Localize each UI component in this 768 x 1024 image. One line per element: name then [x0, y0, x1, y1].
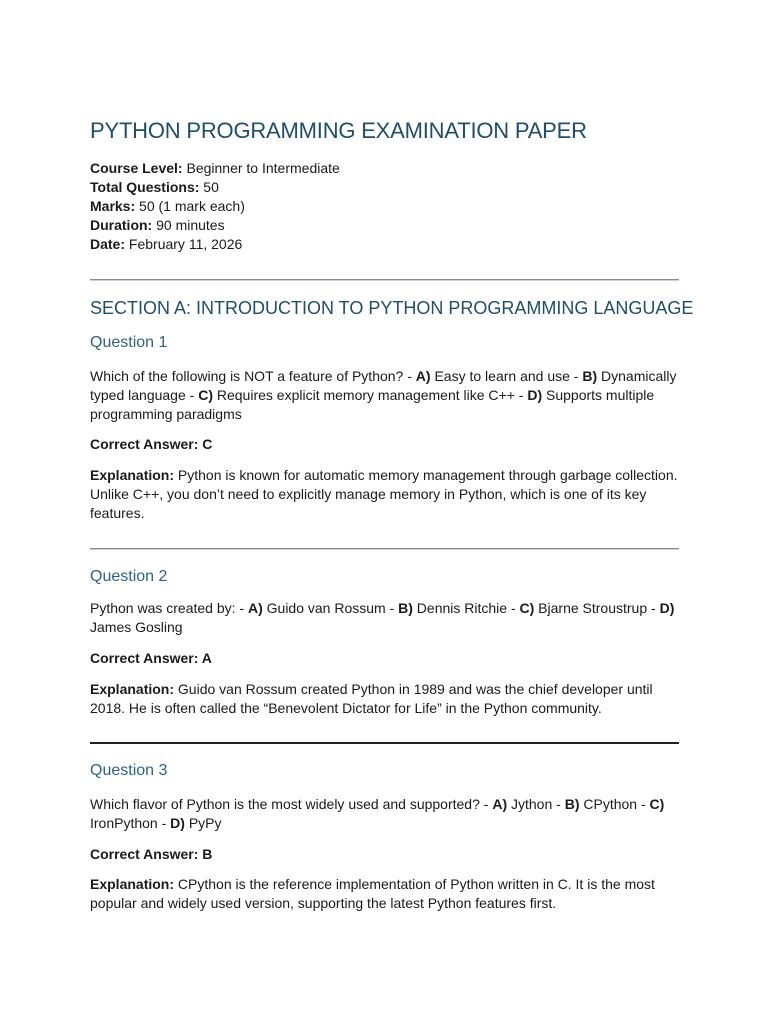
option-letter: D)	[659, 600, 675, 616]
option-text: Guido van Rossum -	[262, 600, 399, 616]
question-2-answer	[90, 649, 679, 668]
question-3-heading: Question 3	[90, 762, 168, 779]
option-text: Bjarne Stroustrup -	[534, 600, 660, 616]
question-2-stem	[90, 599, 679, 637]
question-1-heading: Question 1	[90, 334, 168, 351]
option-text: PyPy	[184, 815, 222, 831]
option-letter: B)	[398, 600, 413, 616]
explanation-label: Explanation:	[90, 467, 175, 483]
option-text: IronPython -	[90, 815, 171, 831]
meta-marks	[90, 197, 340, 216]
option-letter: A)	[247, 600, 263, 616]
meta-total-questions	[90, 178, 340, 197]
exam-meta	[90, 159, 340, 254]
question-3-stem	[90, 795, 679, 833]
option-letter: D)	[170, 815, 185, 831]
meta-value: February 11, 2026	[125, 236, 243, 252]
stem-text: Which of the following is NOT a feature of Python? -	[90, 368, 416, 384]
meta-value: 50	[199, 179, 219, 195]
correct-answer: Correct Answer: B	[90, 846, 213, 862]
meta-label: Marks:	[90, 198, 136, 214]
meta-date	[90, 235, 340, 254]
option-letter: C)	[519, 600, 535, 616]
horizontal-divider	[90, 279, 679, 281]
explanation-text: Guido van Rossum created Python in 1989 and was the chief developer until 2018. He is often called the “Benevolent Dictator for Life” in the Python community.	[90, 681, 653, 716]
option-text: Dynamically typed language -	[90, 368, 677, 403]
correct-answer: Correct Answer: C	[90, 436, 213, 452]
horizontal-divider	[90, 742, 679, 744]
meta-label: Date:	[90, 236, 126, 252]
meta-value: 90 minutes	[152, 217, 225, 233]
option-text: CPython -	[579, 796, 650, 812]
option-text: Requires explicit memory management like C++ -	[212, 387, 528, 403]
document-title: PYTHON PROGRAMMING EXAMINATION PAPER	[90, 118, 587, 143]
option-letter: C)	[198, 387, 213, 403]
correct-answer: Correct Answer: A	[90, 650, 212, 666]
option-text: Easy to learn and use -	[430, 368, 583, 384]
meta-label: Course Level:	[90, 160, 183, 176]
section-a-title: SECTION A: INTRODUCTION TO PYTHON PROGRAMMING LANGUAGE	[90, 298, 694, 318]
question-3-explanation	[90, 875, 679, 913]
option-letter: A)	[415, 368, 431, 384]
explanation-text: CPython is the reference implementation of Python written in C. It is the most popular and widely used version, supporting the latest Python features first.	[90, 876, 655, 911]
question-2-heading: Question 2	[90, 568, 168, 585]
option-letter: B)	[564, 796, 580, 812]
option-letter: D)	[527, 387, 543, 403]
option-text: Dennis Ritchie -	[412, 600, 520, 616]
meta-course-level	[90, 159, 340, 178]
question-1-stem	[90, 367, 679, 424]
explanation-label: Explanation:	[90, 681, 175, 697]
meta-label: Total Questions:	[90, 179, 200, 195]
meta-label: Duration:	[90, 217, 153, 233]
meta-value: 50 (1 mark each)	[135, 198, 245, 214]
question-2-explanation	[90, 680, 679, 718]
stem-text: Which flavor of Python is the most widely used and supported? -	[90, 796, 493, 812]
question-3-answer	[90, 845, 679, 864]
horizontal-divider	[90, 548, 679, 550]
explanation-label: Explanation:	[90, 876, 175, 892]
question-1-explanation	[90, 466, 679, 523]
option-letter: B)	[582, 368, 598, 384]
meta-value: Beginner to Intermediate	[182, 160, 340, 176]
stem-text: Python was created by: -	[90, 600, 248, 616]
question-1-answer	[90, 435, 679, 454]
option-text: Supports multiple programming paradigms	[90, 387, 655, 422]
meta-duration	[90, 216, 340, 235]
option-letter: A)	[492, 796, 508, 812]
explanation-text: Python is known for automatic memory management through garbage collection. Unlike C++, you don’t need to explicitly manage memory in Python, which is one of its key features.	[90, 467, 678, 521]
option-text: Jython -	[507, 796, 565, 812]
option-text: James Gosling	[90, 619, 183, 635]
option-letter: C)	[649, 796, 665, 812]
